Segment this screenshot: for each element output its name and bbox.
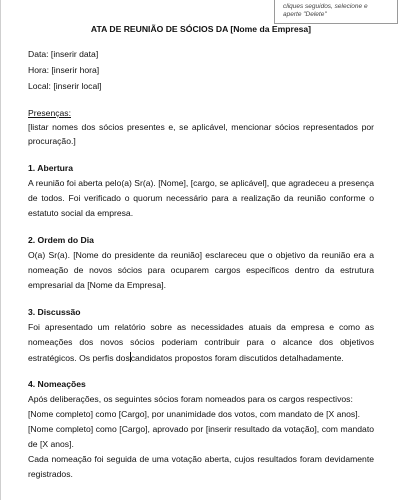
location-field: Local: [inserir local]	[28, 81, 102, 91]
section-heading-discussao: 3. Discussão	[28, 307, 81, 317]
tooltip-line-2: aperte "Delete"	[283, 11, 327, 18]
paragraph-line: de todos. Foi verificado o quorum necessário para a realização da reunião conforme o	[28, 193, 374, 203]
section-heading-ordem-do-dia: 2. Ordem do Dia	[28, 235, 94, 245]
date-field: Data: [inserir data]	[28, 49, 99, 59]
paragraph-line	[28, 352, 344, 364]
paragraph-line: [Nome completo] como [Cargo], por unanimidade dos votos, com mandato de [X anos].	[28, 409, 360, 419]
paragraph-segment: candidatos propostos foram discutidos detalhadamente.	[130, 353, 344, 363]
attendance-text-line: [listar nomes dos sócios presentes e, se aplicável, mencionar sócios representados por	[28, 122, 374, 132]
paragraph-line: nomeação de novos sócios para ocuparem cargos específicos dentro da estrutura	[28, 265, 374, 275]
paragraph-segment: estratégicos. Os perfis dos	[28, 353, 130, 363]
attendance-heading: Presenças:	[28, 108, 71, 118]
paragraph-line: O(a) Sr(a). [Nome do presidente da reunião] esclareceu que o objetivo da reunião era a	[28, 250, 374, 260]
paragraph-line: empresarial da [Nome da Empresa].	[28, 280, 167, 290]
paragraph-line: A reunião foi aberta pelo(a) Sr(a). [Nome], [cargo, se aplicável], que agradeceu a presença	[28, 178, 374, 188]
paragraph-line: nomeações dos novos sócios poderiam contribuir para o alcance dos objetivos	[28, 337, 374, 347]
paragraph-line: Foi apresentado um relatório sobre as necessidades atuais da empresa e como as	[28, 322, 374, 332]
paragraph-line: [Nome completo] como [Cargo], aprovado por [inserir resultado da votação], com mandato	[28, 424, 374, 434]
section-heading-abertura: 1. Abertura	[28, 163, 74, 173]
paragraph-line: de [X anos].	[28, 439, 74, 449]
paragraph-line: registrados.	[28, 469, 73, 479]
time-field: Hora: [inserir hora]	[28, 65, 100, 75]
document-title: ATA DE REUNIÃO DE SÓCIOS DA [Nome da Empresa]	[90, 24, 312, 34]
paragraph-line: estatuto social da empresa.	[28, 208, 134, 218]
attendance-text-line: procuração.]	[28, 136, 76, 146]
section-heading-nomeacoes: 4. Nomeações	[28, 379, 86, 389]
paragraph-line: Cada nomeação foi seguida de uma votação aberta, cujos resultados foram devidamente	[28, 454, 374, 464]
tooltip-line-1: cliques seguidos, selecione e	[283, 3, 368, 10]
paragraph-line: Após deliberações, os seguintes sócios foram nomeados para os cargos respectivos:	[28, 394, 353, 404]
tooltip-box	[274, 0, 398, 24]
